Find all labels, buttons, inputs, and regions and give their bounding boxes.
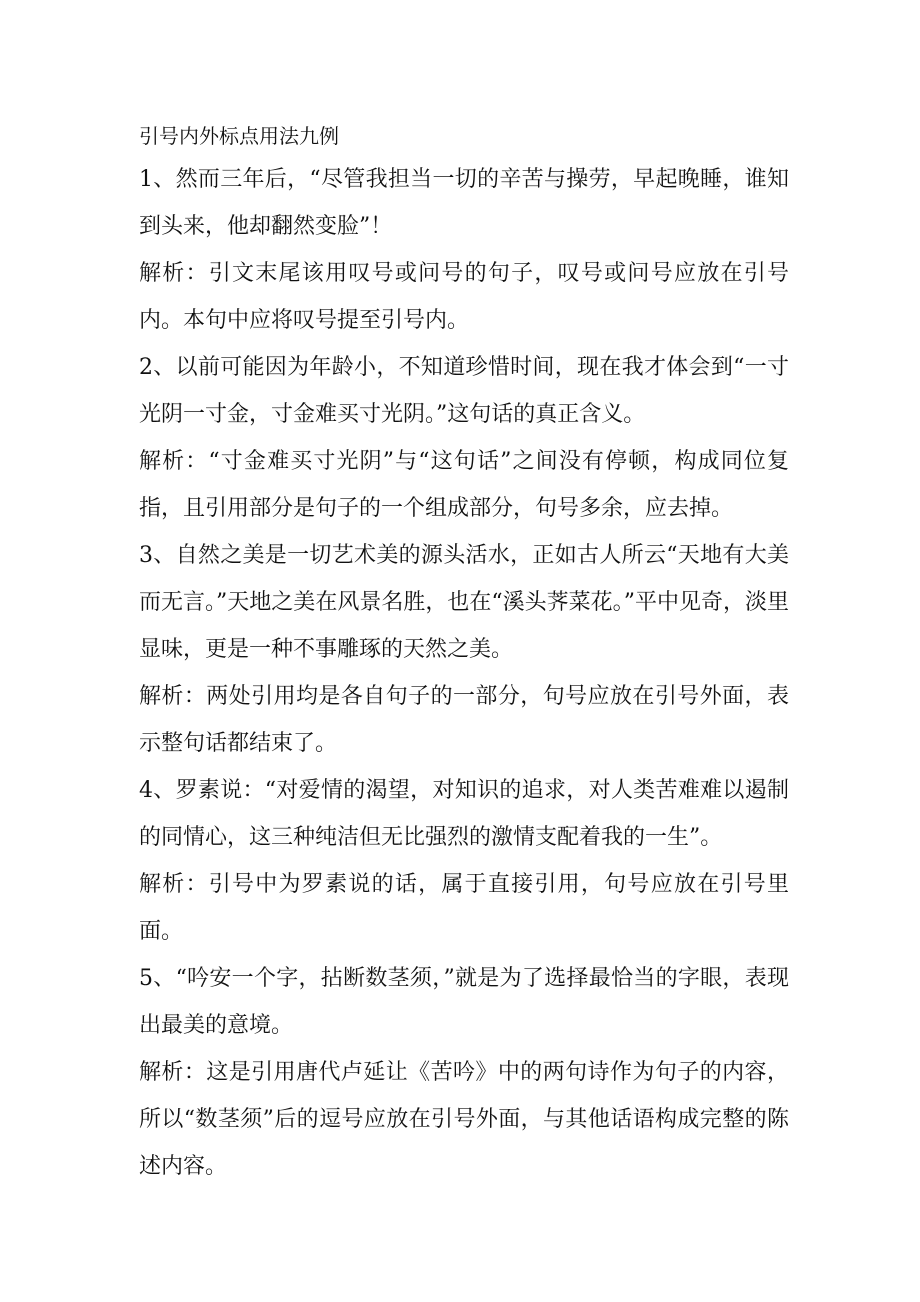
example-1-sentence: 1、然而三年后，“尽管我担当一切的辛苦与操劳，早起晚睡，谁知到头来，他却翻然变脸”！ <box>139 167 789 239</box>
example-4-analysis: 解析：引号中为罗素说的话，属于直接引用，句号应放在引号里面。 <box>139 872 789 944</box>
document-title: 引号内外标点用法九例 <box>139 124 339 148</box>
example-2-sentence: 2、以前可能因为年龄小，不知道珍惜时间，现在我才体会到“一寸光阴一寸金，寸金难买寸光阴。”这句话的真正含义。 <box>139 355 789 427</box>
example-4-sentence: 4、罗素说：“对爱情的渴望，对知识的追求，对人类苦难难以遏制的同情心，这三种纯洁但无比强烈的激情支配着我的一生”。 <box>139 778 789 850</box>
document-body <box>139 116 789 1190</box>
example-5-sentence: 5、“吟安一个字，拈断数茎须，”就是为了选择最恰当的字眼，表现出最美的意境。 <box>139 966 789 1038</box>
example-3-analysis: 解析：两处引用均是各自句子的一部分，句号应放在引号外面，表示整句话都结束了。 <box>139 684 789 756</box>
example-5-analysis: 解析：这是引用唐代卢延让《苦吟》中的两句诗作为句子的内容，所以“数茎须”后的逗号应放在引号外面，与其他话语构成完整的陈述内容。 <box>139 1060 789 1179</box>
example-3-sentence: 3、自然之美是一切艺术美的源头活水，正如古人所云“天地有大美而无言。”天地之美在风景名胜，也在“溪头荠菜花。”平中见奇，淡里显味，更是一种不事雕琢的天然之美。 <box>139 543 789 662</box>
example-2-analysis: 解析：“寸金难买寸光阴”与“这句话”之间没有停顿，构成同位复指，且引用部分是句子的一个组成部分，句号多余，应去掉。 <box>139 449 789 521</box>
example-1-analysis: 解析：引文末尾该用叹号或问号的句子，叹号或问号应放在引号内。本句中应将叹号提至引号内。 <box>139 261 789 333</box>
